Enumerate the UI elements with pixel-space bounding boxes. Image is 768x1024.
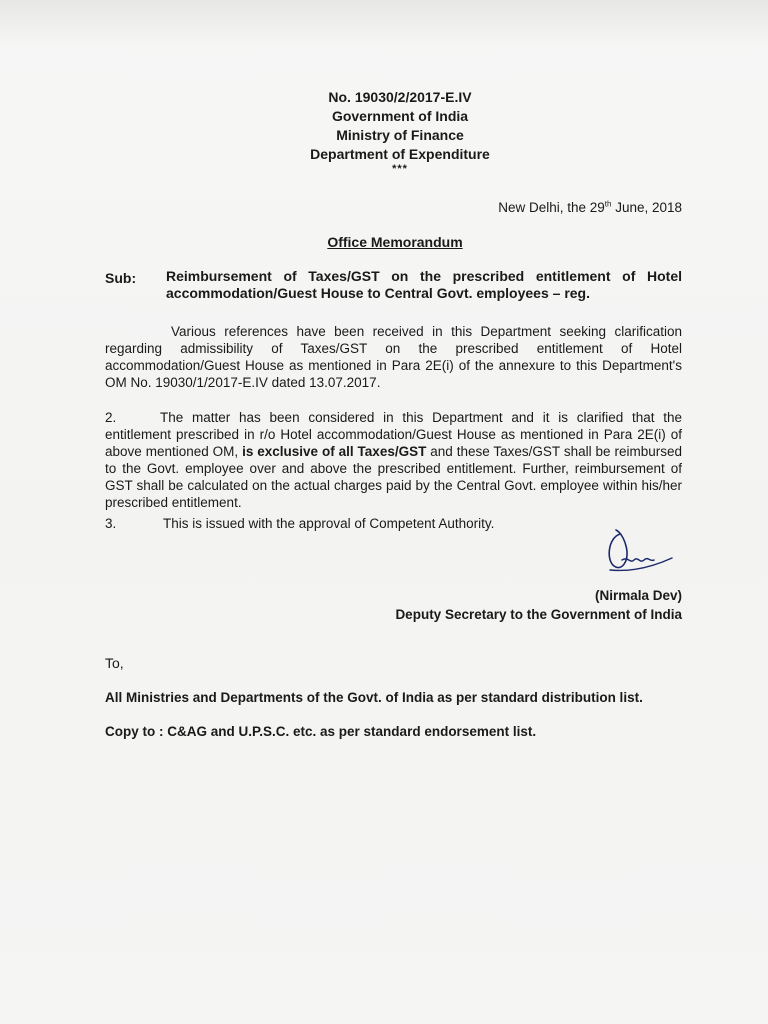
subject-line-2: accommodation/Guest House to Central Govt. employees – reg. [166, 285, 590, 301]
scan-shadow [0, 0, 768, 48]
file-number: No. 19030/2/2017-E.IV [328, 89, 472, 105]
copy-to-line: Copy to : C&AG and U.P.S.C. etc. as per standard endorsement list. [105, 724, 537, 739]
recipients-line: All Ministries and Departments of the Govt. of India as per standard distribution list. [105, 690, 643, 705]
paragraph-2-text-a: The matter has been considered in this Department and it is clarified that the entitlement prescribed in r/o Hotel accommodation/Guest House as mentioned in Para 2E(i) of above mentioned OM, [105, 410, 682, 459]
handwritten-signature [600, 520, 680, 580]
memo-title: Office Memorandum [327, 234, 463, 250]
department-name: Department of Expenditure [310, 146, 490, 162]
government-name: Government of India [331, 108, 469, 124]
date-ordinal: th [604, 199, 612, 209]
paragraph-2-emphasis: is exclusive of all Taxes/GST [242, 444, 427, 459]
subject-label: Sub: [105, 270, 137, 286]
ministry-name: Ministry of Finance [336, 127, 464, 143]
signatory-name: (Nirmala Dev) [594, 588, 682, 603]
paragraph-2 [105, 409, 682, 511]
subject-line-1: Reimbursement of Taxes/GST on the prescribed entitlement of Hotel [166, 268, 682, 284]
paragraph-1: Various references have been received in this Department seeking clarification regarding admissibility of Taxes/GST on the prescribed entitlement of Hotel accommodation/Guest House as mentioned in Para 2E(i) of the annexure to this Department's OM No. 19030/1/2017-E.IV dated 13.07.2017. [105, 324, 682, 390]
paragraph-3 [105, 515, 682, 532]
paragraph-2-number: 2. [105, 410, 117, 425]
paragraph-3-number: 3. [105, 516, 117, 531]
signatory-block [395, 586, 682, 624]
separator-stars: *** [392, 163, 408, 175]
paragraph-2-text-b: and these Taxes/GST shall be reimbursed to the Govt. employee over and above the prescribed entitlement. Further, reimbursement of GST shall be calculated on the actual charges paid by the Central Govt. employee within his/her prescribed entitlement. [105, 444, 682, 510]
subject-text [166, 268, 682, 302]
place-date [498, 200, 682, 215]
paragraph-3-text: This is issued with the approval of Competent Authority. [163, 516, 495, 531]
signatory-designation: Deputy Secretary to the Government of India [395, 607, 682, 622]
date-prefix: New Delhi, the 29 [498, 200, 605, 215]
date-rest: June, 2018 [611, 200, 682, 215]
to-label: To, [105, 655, 124, 671]
letterhead [0, 88, 768, 174]
